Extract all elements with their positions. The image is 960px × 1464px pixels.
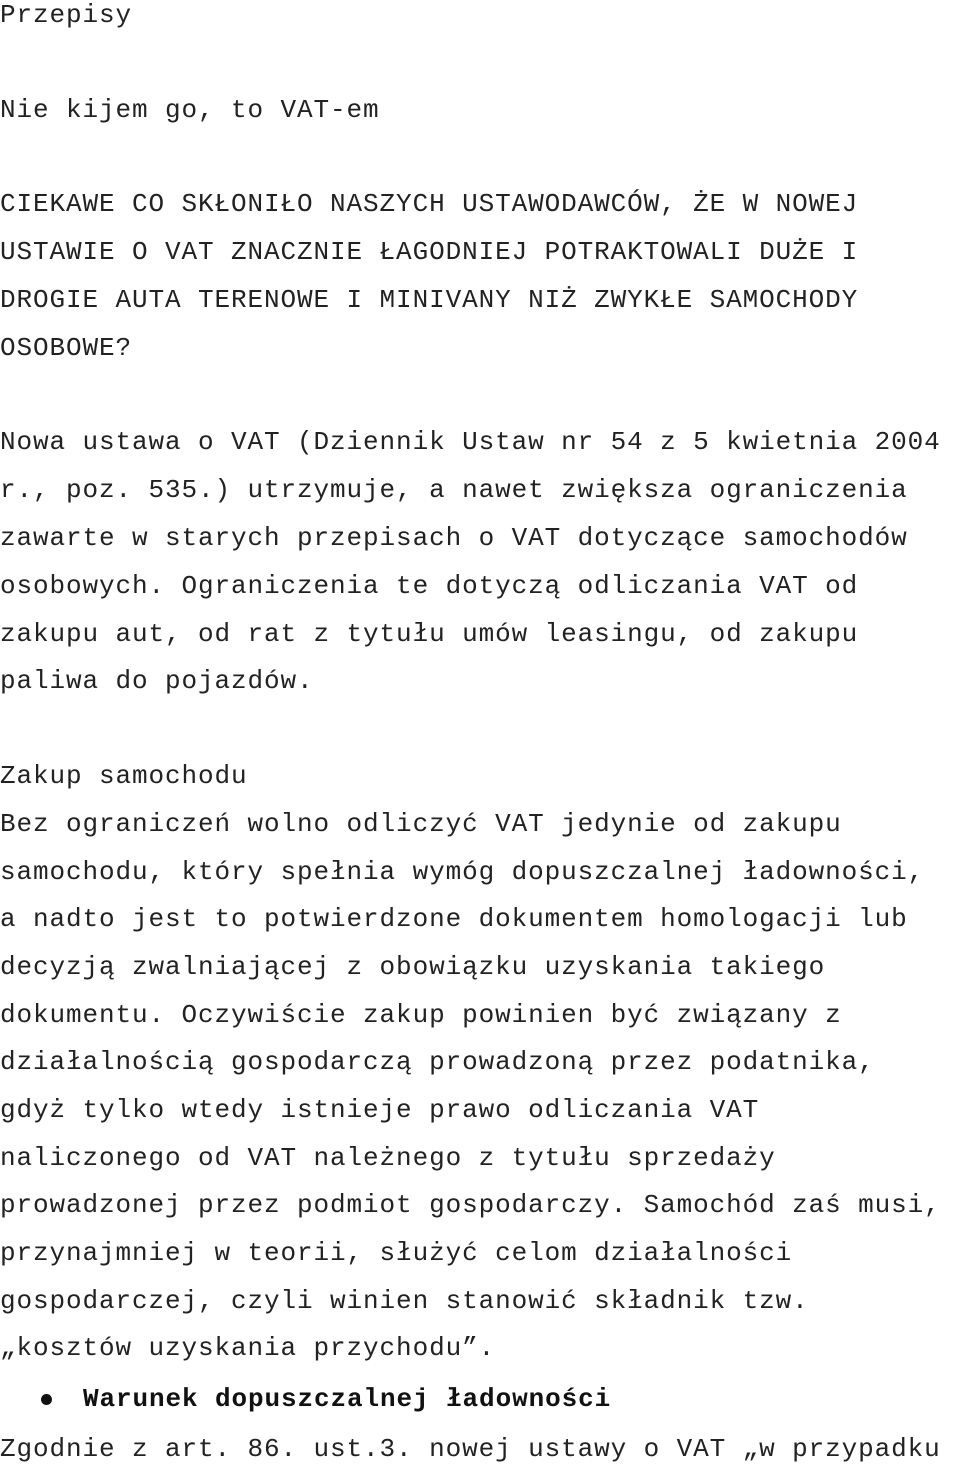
- lead-line: OSOBOWE?: [0, 333, 133, 363]
- section-line: a nadto jest to potwierdzone dokumentem homologacji lub: [0, 904, 908, 934]
- section-line: Bez ograniczeń wolno odliczyć VAT jedynie od zakupu: [0, 809, 842, 839]
- section-line: gospodarczej, czyli winien stanowić składnik tzw.: [0, 1286, 809, 1316]
- intro-line: zakupu aut, od rat z tytułu umów leasingu, od zakupu: [0, 619, 859, 649]
- section-line: przynajmniej w teorii, służyć celom działalności: [0, 1238, 793, 1268]
- article-title: Nie kijem go, to VAT-em: [0, 95, 380, 125]
- section-line: samochodu, który spełnia wymóg dopuszczalnej ładowności,: [0, 857, 925, 887]
- lead-line: CIEKAWE CO SKŁONIŁO NASZYCH USTAWODAWCÓW, ŻE W NOWEJ: [0, 189, 859, 219]
- last-line: Zgodnie z art. 86. ust.3. nowej ustawy o VAT „w przypadku: [0, 1434, 941, 1464]
- intro-line: r., poz. 535.) utrzymuje, a nawet zwiększa ograniczenia: [0, 475, 908, 505]
- bullet-item: [0, 1384, 960, 1416]
- bullet-heading: Warunek dopuszczalnej ładowności: [83, 1384, 612, 1414]
- section-line: prowadzonej przez podmiot gospodarczy. Samochód zaś musi,: [0, 1190, 941, 1220]
- intro-line: paliwa do pojazdów.: [0, 666, 314, 696]
- lead-line: USTAWIE O VAT ZNACZNIE ŁAGODNIEJ POTRAKTOWALI DUŻE I: [0, 237, 859, 267]
- bullet-icon: [41, 1394, 52, 1405]
- section-line: gdyż tylko wtedy istnieje prawo odliczania VAT: [0, 1095, 760, 1125]
- section-line: naliczonego od VAT należnego z tytułu sprzedaży: [0, 1143, 776, 1173]
- lead-line: DROGIE AUTA TERENOWE I MINIVANY NIŻ ZWYKŁE SAMOCHODY: [0, 285, 859, 315]
- section-line: działalnością gospodarczą prowadzoną przez podatnika,: [0, 1047, 875, 1077]
- intro-line: osobowych. Ograniczenia te dotyczą odliczania VAT od: [0, 571, 859, 601]
- intro-line: zawarte w starych przepisach o VAT dotyczące samochodów: [0, 523, 908, 553]
- document-heading: Przepisy: [0, 0, 133, 30]
- section-line: „kosztów uzyskania przychodu”.: [0, 1333, 496, 1363]
- section-title: Zakup samochodu: [0, 761, 248, 791]
- section-line: dokumentu. Oczywiście zakup powinien być związany z: [0, 1000, 842, 1030]
- intro-line: Nowa ustawa o VAT (Dziennik Ustaw nr 54 z 5 kwietnia 2004: [0, 427, 941, 457]
- section-line: decyzją zwalniającej z obowiązku uzyskania takiego: [0, 952, 826, 982]
